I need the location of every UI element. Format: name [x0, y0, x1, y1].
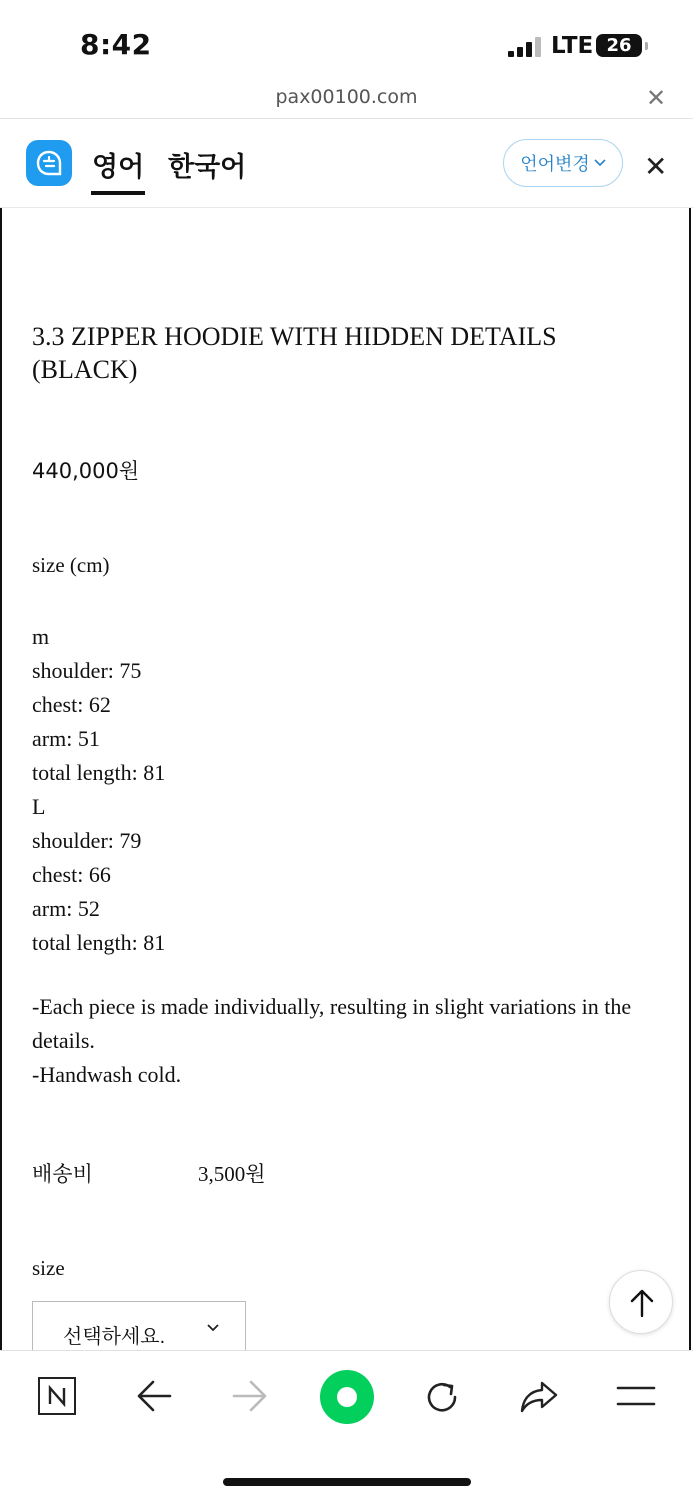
change-language-button[interactable] [503, 139, 623, 187]
browser-toolbar [0, 1350, 693, 1501]
spec-line: chest: 62 [32, 692, 111, 717]
note-line: -Each piece is made individually, resulting in slight variations in the details. [32, 994, 632, 1053]
spec-line: total length: 81 [32, 760, 166, 785]
battery-cap [645, 42, 648, 50]
active-tab-indicator [91, 191, 145, 195]
back-arrow-icon[interactable] [136, 1379, 172, 1413]
product-price: 440,000원 [32, 459, 140, 483]
product-notes [32, 990, 672, 1092]
translator-logo-icon[interactable] [26, 140, 72, 186]
chevron-down-icon [207, 1324, 219, 1332]
cellular-signal-icon [508, 37, 542, 57]
change-language-label: 언어변경 [520, 154, 590, 174]
spec-line: arm: 52 [32, 896, 100, 921]
close-translate-icon[interactable]: ✕ [644, 151, 668, 182]
spec-line: shoulder: 75 [32, 658, 142, 683]
battery-icon: 26 [596, 34, 642, 57]
shipping-label: 배송비 [32, 1162, 93, 1186]
share-icon[interactable] [518, 1377, 560, 1417]
spec-line: m [32, 624, 50, 649]
size-heading: size (cm) [32, 553, 110, 577]
size-select[interactable] [32, 1301, 246, 1350]
forward-arrow-icon [232, 1379, 268, 1413]
refresh-icon[interactable] [422, 1377, 462, 1417]
page-content [0, 208, 691, 1350]
tab-source-language[interactable]: 영어 [92, 152, 145, 182]
url-display[interactable]: pax00100.com [275, 86, 418, 108]
green-dot-icon[interactable] [320, 1370, 374, 1424]
spec-line: shoulder: 79 [32, 828, 142, 853]
network-type: LTE [551, 33, 594, 59]
spec-line: arm: 51 [32, 726, 100, 751]
close-icon[interactable]: ✕ [646, 85, 667, 112]
note-line: -Handwash cold. [32, 1062, 182, 1087]
shipping-value: 3,500원 [198, 1162, 266, 1186]
spec-line: L [32, 794, 46, 819]
divider [0, 118, 693, 119]
spec-line: chest: 66 [32, 862, 111, 887]
tab-target-language[interactable]: 한국어 [168, 152, 247, 182]
size-select-value: 선택하세요. [63, 1326, 166, 1348]
status-time: 8:42 [80, 28, 152, 61]
size-label: size [32, 1256, 65, 1280]
naver-home-icon[interactable] [38, 1377, 76, 1415]
home-indicator [223, 1478, 471, 1486]
scroll-to-top-button[interactable] [609, 1270, 673, 1334]
spec-line: total length: 81 [32, 930, 166, 955]
size-spec-list [32, 620, 165, 960]
arrow-up-icon [629, 1288, 655, 1318]
menu-icon[interactable] [616, 1385, 656, 1407]
product-title: 3.3 ZIPPER HOODIE WITH HIDDEN DETAILS (BLACK) [32, 322, 557, 384]
chevron-down-icon [594, 159, 606, 167]
